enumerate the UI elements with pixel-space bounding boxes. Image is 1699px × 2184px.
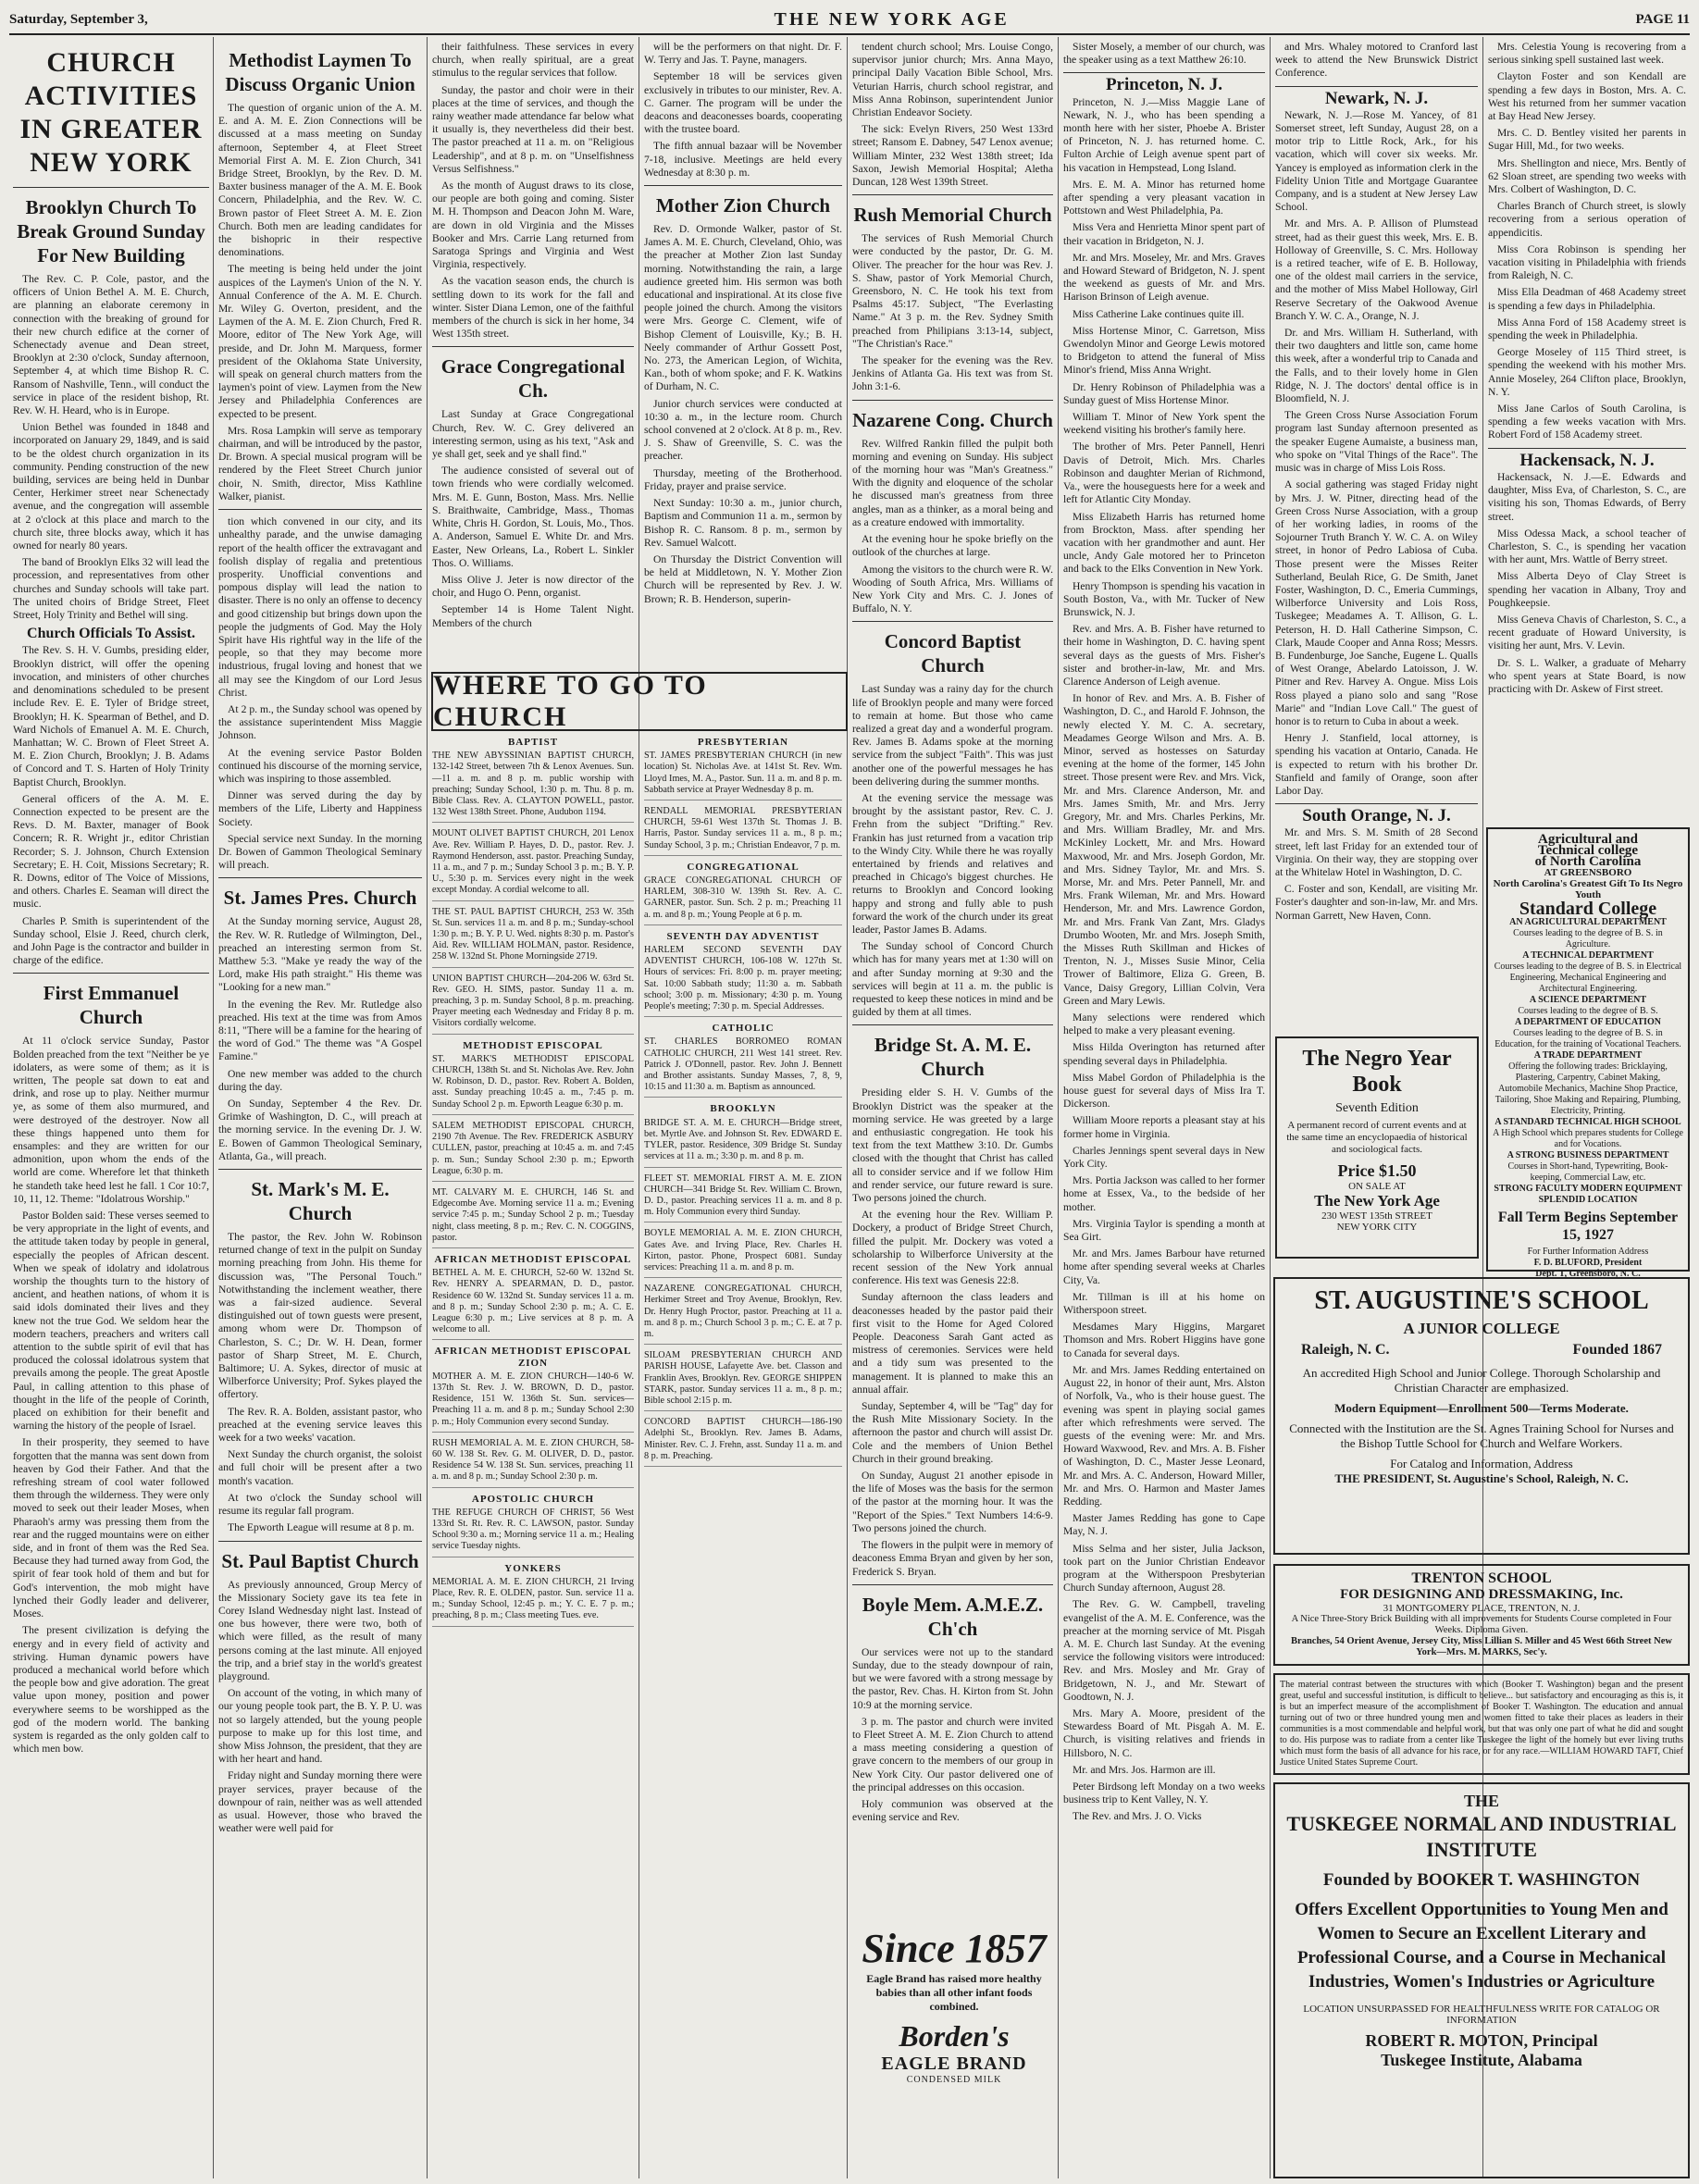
- ad-line: Founded by BOOKER T. WASHINGTON: [1322, 1870, 1641, 1890]
- directory-entry: ST. JAMES PRESBYTERIAN CHURCH (in new location) St. Nicholas Ave. at 141st St. Rev. Wm. Lloyd Imes, M. A., Pastor. Sun. 11 a. m. and 8 p. m. Sabbath service at Prayer Wednesday 8 p. m.: [644, 751, 842, 800]
- article-headline: Boyle Mem. A.M.E.Z. Ch'ch: [862, 1593, 1044, 1640]
- paragraph: The fifth annual bazaar will be November 7-18, inclusive. Meetings are held every Wednesday at 8:30 p. m.: [644, 140, 842, 179]
- ad-line: AN AGRICULTURAL DEPARTMENT: [1509, 917, 1667, 927]
- article-headline: Hackensack, N. J.: [1519, 450, 1655, 470]
- paragraph: George Moseley of 115 Third street, is spending the weekend with his mother Mrs. Annie Moseley, 264 Clifton place, Brooklyn, N. Y.: [1488, 346, 1686, 398]
- directory-denomination: PRESBYTERIAN: [697, 737, 789, 748]
- paragraph: Mrs. Celestia Young is recovering from a serious sinking spell sustained last week.: [1488, 41, 1686, 67]
- borden-ad: [851, 1925, 1057, 2178]
- quote-text: The material contrast between the structures with which (Booker T. Washington) began and the present great, useful and successful institution, is difficult to believe... but satisfactory and encouraging as this is, it is but an imperfect measure of the accomplishment of Booker T. Washington. The education and annual turning out of two or three hundred young men and women fitted to take their places as leaders in their communities is a most commendable and helpful work, but that was only one part of what he did and sought to do. His purpose was to radiate from a center like Tuskegee the light of the homely but ever living truths which must form the basis of all advance for his race, or for any race.—WILLIAM HOWARD TAFT, Chief Justice United States Supreme Court.: [1280, 1680, 1683, 1768]
- article-headline: South Orange, N. J.: [1302, 806, 1451, 826]
- directory-entry: HARLEM SECOND SEVENTH DAY ADVENTIST CHURCH, 106-108 W. 127th St. Hours of services: Fri. 8:00 p. m. prayer meeting; Sat. 10:00 Sabbath study; 11:30 a. m. Sabbath school; 3:00 p. m. Missionary; 4:30 p. m. Young People's meeting; 7:30 p. m. Special Addresses.: [644, 945, 842, 1017]
- directory-denomination: METHODIST EPISCOPAL: [463, 1039, 603, 1051]
- paragraph: Miss Jane Carlos of South Carolina, is spending a few weeks vacation with Mrs. Robert Ford of 158 Academy street.: [1488, 403, 1686, 441]
- paragraph: Dr. and Mrs. William H. Sutherland, with their two daughters and little son, came home this week, after a wonderful trip to Canada and the Falls, and to their lovely home in Glen Ridge, N. J. The doctors' dental office is in Bloomfield, N. J.: [1275, 327, 1478, 405]
- ad-line: A High School which prepares students for College and for Vocations.: [1493, 1128, 1683, 1149]
- ad-founded: Founded 1867: [1572, 1342, 1662, 1358]
- paragraph: 3 p. m. The pastor and church were invited to Fleet Street A. M. E. Zion Church to attend a mass meeting considering a question of grave concern to the members of our group in New York City. Our pastor delivered one of the principal addresses on this occasion.: [852, 1715, 1053, 1793]
- directory-entry: SALEM METHODIST EPISCOPAL CHURCH, 2190 7th Avenue. The Rev. FREDERICK ASBURY CULLEN, pastor, preaching at 10:45 a. m. and 7:45 p. m. Sun.; Sunday School 2:30 p. m.; Epworth League, 6:30 p. m.: [432, 1121, 634, 1182]
- paragraph: Presiding elder S. H. V. Gumbs of the Brooklyn District was the speaker at the morning service. He was greeted by a large and enthusiastic congregation. He took his text from the text Matthew 3:10. Dr. Gumbs closed with the thought that Christ has called all to consider service and if we follow Him and render service, our future reward is sure. Two persons joined the church.: [852, 1086, 1053, 1205]
- ad-line: THE PRESIDENT, St. Augustine's School, Raleigh, N. C.: [1334, 1471, 1629, 1485]
- paragraph: Miss Mabel Gordon of Philadelphia is the house guest for several days of Miss Ira T. Dickerson.: [1063, 1071, 1265, 1111]
- paragraph: The Rev. S. H. V. Gumbs, presiding elder, Brooklyn district, will offer the opening invocation, and ministers of other churches and denominations scheduled to be present include Rev. E. E. Tyler of Bridge street, Brooklyn; H. K. Spearman of Bethel, and D. Ward Nichols of Emanuel A. M. E. Church, Manhattan; W. C. Brown of Fleet Street A. M. E. Zion Church, Brooklyn; J. B. Adams of Concord and T. S. Harten of Holy Trinity Baptist Church, Brooklyn.: [13, 644, 209, 788]
- directory-denomination: CATHOLIC: [712, 1023, 775, 1035]
- paragraph: On account of the voting, in which many of our young people took part, the B. Y. P. U. was not so largely attended, but the young people purpose to make up for this lost time, and show Miss Johnson, the president, that they are with her heart and hand.: [218, 1687, 422, 1766]
- directory-entry: MT. CALVARY M. E. CHURCH, 146 St. and Edgecombe Ave. Morning service 11 a. m.; Evening service 7:45 p. m.; Sunday School 2 p. m.; Tuesday night, class meeting, 8 p. m.; Rev. C. N. COGGINS, pastor.: [432, 1187, 634, 1248]
- paragraph: Among the visitors to the church were R. W. Wooding of South Africa, Mrs. Williams of New York City and Mrs. C. J. Jones of Buffalo, N. Y.: [852, 563, 1053, 615]
- ad-edition: Seventh Edition: [1335, 1101, 1419, 1115]
- directory-denomination: BAPTIST: [507, 737, 559, 748]
- directory-entry: ST. CHARLES BORROMEO ROMAN CATHOLIC CHURCH, 211 West 141 street. Rev. Patrick J. O'Donnell, pastor. Rev. John J. Bennett and Brother assistants. Sunday Masses, 7, 8, 9, 10:15 and 11:30 a. m. Baptism as announced.: [644, 1036, 842, 1098]
- directory-entry: NAZARENE CONGREGATIONAL CHURCH, Herkimer Street and Troy Avenue, Brooklyn, Rev. Dr. Henry Hugh Proctor, pastor. Preaching at 11 a. m. and 8 p. m.; Church School 3 p. m.; C. E. at 7 p. m.: [644, 1284, 842, 1345]
- paragraph: Friday night and Sunday morning there were prayer services, prayer because of the downpour of rain, neither was as well attended as usual. However, those who braved the weather were well paid for: [218, 1769, 422, 1835]
- article-headline: Concord Baptist Church: [884, 630, 1022, 677]
- paragraph: tendent church school; Mrs. Louise Congo, supervisor junior church; Mrs. Anna Mayo, principal Daily Vacation Bible School, Mrs. Veturian Harris, church school registrar, and Miss Anna Robinson, superintendent Junior Christian Endeavor Society.: [852, 41, 1053, 119]
- directory-entry: THE ST. PAUL BAPTIST CHURCH, 253 W. 35th St. Sun. services 11 a. m. and 8 p. m.; Sunday-school 1:30 p. m.; B. Y. P. U. Wed. nights 8:30 p. m. Pastor's Aid. Rev. WILLIAM HOLMAN, pastor. Residence, 258 W. 132nd St. Phone Morningside 2719.: [432, 907, 634, 968]
- paragraph: Miss Selma and her sister, Julia Jackson, took part on the Junior Christian Endeavor program at the Witherspoon Presbyterian Church Sunday afternoon, August 28.: [1063, 1542, 1265, 1595]
- ad-line: An accredited High School and Junior College. Thorough Scholarship and Christian Character are emphasized.: [1302, 1366, 1661, 1395]
- paragraph: At the Sunday morning service, August 28, the Rev. W. R. Rutledge of Wilmington, Del., preached an interesting sermon from St. Matthew 5:3. "Make ye ready the way of the Lord, make His path straight." His theme was "Looking for a new man.": [218, 915, 422, 994]
- paragraph: The flowers in the pulpit were in memory of deaconess Emma Bryan and given by her son, Frederick S. Bryan.: [852, 1539, 1053, 1578]
- ad-line: For Further Information Address: [1527, 1247, 1649, 1257]
- article-headline: Bridge St. A. M. E. Church: [874, 1034, 1032, 1081]
- ad-location: Raleigh, N. C.: [1301, 1342, 1390, 1358]
- borden-brand: EAGLE BRAND: [881, 2054, 1027, 2074]
- ad-line: A TECHNICAL DEPARTMENT: [1522, 950, 1654, 961]
- ad-line: Modern Equipment—Enrollment 500—Terms Moderate.: [1334, 1401, 1629, 1415]
- ad-line: THE: [1463, 1792, 1499, 1810]
- ad-line: Courses in Short-hand, Typewriting, Book-keeping, Commercial Law, etc.: [1507, 1161, 1668, 1183]
- ad-city: NEW YORK CITY: [1336, 1222, 1418, 1233]
- borden-sub: CONDENSED MILK: [906, 2075, 1002, 2085]
- paragraph: C. Foster and son, Kendall, are visiting Mr. Foster's daughter and son-in-law, Mr. and Mrs. Norman Garrett, New Haven, Conn.: [1275, 883, 1478, 922]
- paragraph: Miss Cora Robinson is spending her vacation visiting in Philadelphia with friends from Raleigh, N. C.: [1488, 242, 1686, 282]
- paragraph: Miss Olive J. Jeter is now director of the choir, and Hugo O. Penn, organist.: [432, 573, 634, 600]
- paragraph: Mr. and Mrs. James Barbour have returned home after spending several weeks at Charles City, Va.: [1063, 1247, 1265, 1286]
- paragraph: Rev. D. Ormonde Walker, pastor of St. James A. M. E. Church, Cleveland, Ohio, was the preacher at Mother Zion last Sunday morning. Notwithstanding the rain, a large audience greeted him. His sermon was both educational and inspirational. At its close five people joined the church. Among the visitors were Mrs. George C. Clement, wife of Bishop Clement of Louisville, Ky.; B. H. Neely commander of Arthur Gossett Post, No. 273, the American Legion, of Wichita, Kan., both of whom spoke; and F. K. Watkins of Durham, N. C.: [644, 223, 842, 393]
- paragraph: The band of Brooklyn Elks 32 will lead the procession, and representatives from other churches and Sunday schools will take part. The united choirs of Bridge Street, Fleet Street, Holy Trinity and Bethel will sing.: [13, 556, 209, 622]
- paragraph: Hackensack, N. J.—E. Edwards and daughter, Miss Eva, of Charleston, S. C., are visiting his son, Thomas Edwards, of Berry street.: [1488, 470, 1686, 523]
- column-3: [428, 41, 638, 668]
- directory-entry: SILOAM PRESBYTERIAN CHURCH AND PARISH HOUSE, Lafayette Ave. bet. Classon and Franklin Aves, Brooklyn. Rev. GEORGE SHIPPEN STARK, pastor. Sunday services 11 a. m., 8 p. m.; Bible school 2:15 p. m.: [644, 1350, 842, 1411]
- paragraph: Miss Geneva Chavis of Charleston, S. C., a recent graduate of Howard University, is visiting her aunt, Mrs. V. Levin.: [1488, 613, 1686, 652]
- paragraph: In their prosperity, they seemed to have forgotten that the manna was sent down from heaven by God their Father. And that the refreshing stream of cool water followed them through the wilderness. They were only moved to seek out their leader Moses, when Pharaoh's army was pressing them from the rear and the rugged mountains were on either side, and in front of them was the Red Sea. Because they had turned away from God, the spirit of fear took hold of them and but for God's intervention, the mob might have lynched their Godly leader and deliverer, Moses.: [13, 1436, 209, 1620]
- ad-line: Courses leading to the degree of B. S. in Agriculture.: [1513, 928, 1663, 949]
- ad-line: Courses leading to the degree of B. S. in Education, for the training of Vocational Teachers.: [1494, 1028, 1681, 1049]
- directory-denomination: AFRICAN METHODIST EPISCOPAL ZION: [434, 1346, 632, 1369]
- paragraph: Sunday afternoon the class leaders and deaconesses headed by the pastor paid their first visit to the Home for Aged Colored People. Deaconess Sarah Gant acted as mistress of ceremonies. Services were held and a tidy sum was presented to the management. It is planned to make this an annual affair.: [852, 1291, 1053, 1396]
- ad-line: Branches, 54 Orient Avenue, Jersey City, Miss Lillian S. Miller and 45 West 66th Street New York—Mrs. M. MARKS, Sec'y.: [1291, 1636, 1672, 1657]
- paragraph: Thursday, meeting of the Brotherhood. Friday, prayer and praise service.: [644, 466, 842, 492]
- paragraph: The Rev. R. A. Bolden, assistant pastor, who preached at the evening service leaves this week for a two weeks' vacation.: [218, 1405, 422, 1445]
- paragraph: Sunday, the pastor and choir were in their places at the time of services, and though the rainy weather made attendance far below what it usually is, they nevertheless did their best. The pastor preached at 11 a. m. on "Religious Leadership", and at 8 p. m. on "Unselfishness Versus Selfishness.": [432, 83, 634, 175]
- ad-line: A STRONG BUSINESS DEPARTMENT: [1507, 1150, 1669, 1160]
- ad-line: A DEPARTMENT OF EDUCATION: [1515, 1017, 1661, 1027]
- article-headline: Princeton, N. J.: [1105, 75, 1223, 95]
- article-headline: Grace Congregational Ch.: [440, 355, 626, 403]
- ad-line: STRONG FACULTY MODERN EQUIPMENT SPLENDID LOCATION: [1494, 1184, 1682, 1205]
- paragraph: The brother of Mrs. Peter Pannell, Henri Davis of Detroit, Mich. Mrs. Charles Robinson and daughter Merian of Richmond, Va., were the houseguests here for a week and left for Atlantic City Monday.: [1063, 441, 1265, 506]
- paragraph: The Sunday school of Concord Church which has for many years met at 1:30 will on and after Sunday morning at 9:30 and the services will begin at 11 a. m. the public is requested to keep these notices in mind and be guided by them at all times.: [852, 940, 1053, 1019]
- paragraph: Sunday, September 4, will be "Tag" day for the Rush Mite Missionary Society. In the afternoon the pastor and church will assist Dr. Cole and the members of Union Bethel Church in their ground breaking.: [852, 1400, 1053, 1465]
- paragraph: Mrs. E. M. A. Minor has returned home after spending a very pleasant vacation in Pottstown and West Philadelphia, Pa.: [1063, 178, 1265, 217]
- paragraph: Next Sunday: 10:30 a. m., junior church, Baptism and Communion 11 a. m., sermon by Bishop R. C. Ransom. 8 p. m., sermon by Rev. Samuel Walcott.: [644, 497, 842, 549]
- paragraph: Union Bethel was founded in 1848 and incorporated on January 29, 1849, and is said to be the oldest church organization in its community. Pending construction of the new building, services are being held in Dunbar Center, Herkimer street near Schenectady avenue, and the congregation will assemble at 2 o'clock at this place and march to the church site, three blocks away, which it has owned for nearly 80 years.: [13, 421, 209, 552]
- ad-title: The Negro Year Book: [1302, 1047, 1452, 1097]
- directory-entry: BOYLE MEMORIAL A. M. E. ZION CHURCH, Gates Ave. and Irving Place, Rev. Charles H. Kirton, pastor. Phone, Prospect 6081. Sunday services: Preaching 11 a. m. and 8 p. m.: [644, 1228, 842, 1278]
- directory-entry: FLEET ST. MEMORIAL FIRST A. M. E. ZION CHURCH—341 Bridge St. Rev. William C. Brown, D. D., pastor. Preaching services 11 a. m. and 8 p. m. Holy Communion every third Sunday.: [644, 1173, 842, 1223]
- paragraph: will be the performers on that night. Dr. F. W. Terry and Jas. T. Payne, managers.: [644, 41, 842, 67]
- taft-quote: [1273, 1673, 1690, 1775]
- directory-entry: UNION BAPTIST CHURCH—204-206 W. 63rd St. Rev. GEO. H. SIMS, pastor. Sunday 11 a. m. preaching, 3 p. m. Sunday School, 8 p. m. preaching. Prayer meeting each Wednesday and Friday 8 p. m. Visitors cordially welcome.: [432, 974, 634, 1035]
- paragraph: The Green Cross Nurse Association Forum program last Sunday afternoon presented as the speaker Eugene Aumaiste, a business man, who spoke on "Vital Things of the Race". The music was in charge of Miss Lois Ross.: [1275, 409, 1478, 475]
- paragraph: Newark, N. J.—Rose M. Yancey, of 81 Somerset street, left Sunday, August 28, on a motor trip to Little Rock, Ark., for his vacation, which will cover six weeks. Mr. Yancey is employed as information clerk in the Fidelity Union Title and Mortgage Guarantee Company, and is a student at New Jersey Law School.: [1275, 108, 1478, 214]
- paragraph: The audience consisted of several out of town friends who were cordially welcomed. Mrs. M. E. Gunn, Boston, Mass. Mrs. Nellie S. Braithwaite, Cambridge, Mass., Thomas White, Chris H. Gordon, St. Louis, Mo., Thos. A. Anderson, Samuel E. White Dr. and Mrs. Easter, New Orleans, La., Robert L. Sinkler Thos. O. Williams.: [432, 465, 634, 569]
- paragraph: Mrs. Mary A. Moore, president of the Stewardess Board of Mt. Pisgah A. M. E. Church, is visiting relatives and friends in Hillsboro, N. C.: [1063, 1706, 1265, 1759]
- ad-line: A Nice Three-Story Brick Building with all improvements for Students Course completed in Four Weeks. Diploma Given.: [1291, 1614, 1672, 1635]
- trenton-school-ad: [1273, 1564, 1690, 1666]
- article-headline: Nazarene Cong. Church: [852, 408, 1053, 431]
- paragraph: Charles P. Smith is superintendent of the Sunday school, Elsie J. Reed, church clerk, and John Page is the contractor and builder in charge of the edifice.: [13, 914, 209, 967]
- paragraph: Henry Thompson is spending his vacation in South Boston, Va., with Mr. Tucker of New Brunswick, N. J.: [1063, 579, 1265, 618]
- ad-seller: The New York Age: [1314, 1192, 1440, 1210]
- paragraph: On Sunday, August 21 another episode in the life of Moses was the basis for the sermon of the pastor at the morning hour. It was the "Report of the Spies." Text Numbers 14:6-9. Two persons joined the church.: [852, 1470, 1053, 1534]
- borden-since: Since 1857: [862, 1926, 1047, 1971]
- paragraph: On Sunday, September 4 the Rev. Dr. Grimke of Washington, D. C., will preach at the morning service. In the evening Dr. J. W. E. Bowen of Gammon Theological Seminary, Atlanta, Ga., will preach.: [218, 1098, 422, 1162]
- paragraph: At the evening hour he spoke briefly on the outlook of the churches at large.: [852, 533, 1053, 559]
- paragraph: Junior church services were conducted at 10:30 a. m., in the lecture room. Church school convened at 2 o'clock. At 8 p. m., Rev. J. S. Shaw of Greenville, S. C. was the preacher.: [644, 397, 842, 463]
- column-rule: [427, 37, 428, 2178]
- directory-title: WHERE TO GO TO CHURCH: [433, 670, 708, 732]
- subhead: Church Officials To Assist.: [27, 626, 195, 642]
- ad-line: F. D. BLUFORD, President: [1533, 1258, 1643, 1268]
- paragraph: Mesdames Mary Higgins, Margaret Thomson and Mrs. Robert Higgins have gone to Canada for several days.: [1063, 1321, 1265, 1359]
- paragraph: tion which convened in our city, and its unhealthy parade, and the unwise damaging report of the health officer the extravagant and foolish display of regalia and pretentious prosperity. Unofficial conventions and pompous display will lead the nation to disaster. There is no only an offense to decency and good citizenship but brings down upon the people the judgments of God. May the Holy Spirit have His rightful way in the life of the people, so that they may become more industrious, frugal loving and honest that we all may see the Kingdom of our Lord Jesus Christ.: [218, 515, 422, 699]
- ad-title: TUSKEGEE NORMAL AND INDUSTRIAL INSTITUTE: [1286, 1812, 1677, 1861]
- directory-denomination: AFRICAN METHODIST EPISCOPAL: [434, 1253, 632, 1265]
- paragraph: Peter Birdsong left Monday on a two weeks business trip to Kent Valley, N. Y.: [1063, 1780, 1265, 1806]
- paragraph: Princeton, N. J.—Miss Maggie Lane of Newark, N. J., who has been spending a month here with her sister, Phoebe A. Brister of Princeton, N. J. has returned home. C. Fulton Archie of Leigh avenue spent part of his vacation in Hempstead, Long Island.: [1063, 95, 1265, 174]
- ad-line: ROBERT R. MOTON, Principal: [1365, 2031, 1598, 2050]
- directory-denomination: CONGREGATIONAL: [687, 861, 800, 873]
- ad-title: ST. AUGUSTINE'S SCHOOL: [1314, 1286, 1649, 1315]
- ad-line: Agricultural and: [1538, 832, 1638, 847]
- paragraph: The sick: Evelyn Rivers, 250 West 133rd street; Ransom E. Dabney, 547 Lenox avenue; William Minter, 232 West 138th street; Ida Saxon, Jewish Memorial Hospital; Aletha Duncan, 128 West 139th Street.: [852, 123, 1053, 189]
- article-headline: First Emmanuel Church: [43, 982, 180, 1029]
- paragraph: General officers of the A. M. E. Connection expected to be present are the Revs. D. M. Baxter, manager of Book Concern; R. R. Wright jr., editor Christian Recorder; S. J. Johnson, Church Extension Secretary; E. H. Coit, Missions Secretary; R. R. Downs, editor of The Voice of Missions, and others. Charles E. Seaman will direct the music.: [13, 792, 209, 911]
- borden-tagline: Eagle Brand has raised more healthy babies than all other infant foods combined.: [866, 1972, 1042, 2013]
- paragraph: Miss Hilda Overington has returned after spending several days in Philadelphia.: [1063, 1041, 1265, 1067]
- paragraph: Clayton Foster and son Kendall are spending a few days in Boston, Mrs. A. C. West his returned from her summer vacation at Bay Head New Jersey.: [1488, 70, 1686, 123]
- directory-entry: RUSH MEMORIAL A. M. E. ZION CHURCH, 58-60 W. 138 St. Rev. G. M. OLIVER, D. D., pastor. Residence 54 W. 138 St. Sun. services, preaching 11 a. m. and 8 p. m.; Sunday School 2:30 p. m.: [432, 1438, 634, 1488]
- paragraph: September 14 is Home Talent Night. Members of the church: [432, 603, 634, 629]
- paragraph: At the evening service Pastor Bolden continued his discourse of the morning service, which was inspiring to those assembled.: [218, 746, 422, 785]
- paragraph: Pastor Bolden said: These verses seemed to be very appropriate in the light of events, and the attitude taken today by people in general, especially the peoples of African descent. When we speak of idolatry and idolatrous worship the thoughts turn to the history of ancient, and heathen nations, of whom it is said idols dominated their lives and they knew not the true God. We seldom hear the modern teachers, preachers and writers call attention to the subtle spirit of evil that has produced the colossal idolatrous system that prevails among the people. The great Apostle Paul, in calling attention to this phase of thought in the life of the people of Corinth, placed on exhibition for their benefit and warning the history of the people of Israel.: [13, 1210, 209, 1433]
- paragraph: A social gathering was staged Friday night by Mrs. J. W. Pitner, directing head of the Green Cross Nurse Association, with a group of her working ladies, in rooms of the Sojourner Truth Branch Y. W. C. A. on Wiley street, in honor of Pedro Labiosa of Cuba. Those present were the Misses Reiter Sutherland, Beulah Rice, G. De Smith, Janet Foster, Washington, D. C., Emeria Cummings, Wilberforce University and Lois Ross, Tuskegee; Meadames A. T. Allison, G. L. Peterson, H. D. Hall Catherine Simpson, C. Clark, Maude Cooper and Anna Ross; Messrs. B. Fundenburge, Joe Sanche, Eugene L. Qualls of West Orange, Abelardo Latoisson, J. W. Pitner and Rev. Harvey A. Ongue. Miss Lois Ross played a piano solo and sang "Rose Marie" and "Indian Love Call." The guest of honor is to return to Cuba in about a week.: [1275, 478, 1478, 727]
- masthead: [9, 6, 1690, 35]
- borden-name: Borden's: [899, 2019, 1010, 2053]
- ad-line: Fall Term Begins September 15, 1927: [1497, 1210, 1679, 1243]
- article-headline: Methodist Laymen To Discuss Organic Union: [225, 49, 415, 95]
- paragraph: Mrs. Shellington and niece, Mrs. Bently of 62 Sloan street, are spending two weeks with Mrs. Colbert of Washington, D. C.: [1488, 156, 1686, 196]
- paragraph: The speaker for the evening was the Rev. Jenkins of Atlanta Ga. His text was from St. John 3:1-6.: [852, 354, 1053, 393]
- ad-title: TRENTON SCHOOL: [1411, 1570, 1552, 1586]
- ad-line: A STANDARD TECHNICAL HIGH SCHOOL: [1494, 1117, 1681, 1127]
- church-directory-right: [640, 733, 846, 2178]
- ad-line: For Catalog and Information, Address: [1390, 1457, 1573, 1470]
- st-augustines-ad: [1273, 1277, 1690, 1555]
- masthead-date: Saturday, September 3,: [9, 11, 148, 27]
- directory-entry: CONCORD BAPTIST CHURCH—186-190 Adelphi St., Brooklyn. Rev. James B. Adams, Minister. Rev. C. J. Frehn, asst. Sunday 11 a. m. and 8 p. m. Preaching.: [644, 1417, 842, 1467]
- article-headline: Newark, N. J.: [1324, 88, 1429, 108]
- ad-line: A JUNIOR COLLEGE: [1403, 1320, 1560, 1337]
- ad-line: A SCIENCE DEPARTMENT: [1529, 995, 1647, 1005]
- paragraph: Charles Jennings spent several days in New York City.: [1063, 1144, 1265, 1171]
- paragraph: The services of Rush Memorial Church were conducted by the pastor, Dr. G. M. Oliver. The preacher for the hour was Rev. J. S. Shaw, pastor of York Memorial Church, Greensboro, N. C. He took his text from Psalms 45:17. Subject, "The Everlasting Name." At 3 p. m. the Rev. Sydney Smith preached from Philipians 3:13-14, subject, "The Christian's Race.": [852, 232, 1053, 350]
- column-rule: [213, 37, 214, 2178]
- paragraph: Miss Alberta Deyo of Clay Street is spending her vacation in Albany, Troy and Poughkeepsie.: [1488, 570, 1686, 609]
- ad-line: of North Carolina: [1534, 854, 1642, 869]
- column-8: [1484, 41, 1690, 818]
- directory-denomination: YONKERS: [504, 1562, 562, 1574]
- paragraph: In the evening the Rev. Mr. Rutledge also preached. His text at the time was from Amos 8:11, "There will be a famine for the hearing of the word of God." The theme was "A Gospel Famine.": [218, 998, 422, 1063]
- paragraph: On Thursday the District Convention will be held at Middletown, N. Y. Mother Zion Church will be represented by Rev. J. W. Brown; R. B. Henderson, superin-: [644, 552, 842, 605]
- column-rule: [847, 37, 848, 2178]
- paragraph: Mr. Tillman is ill at his home on Witherspoon street.: [1063, 1290, 1265, 1317]
- ad-address: 230 WEST 135th STREET: [1321, 1210, 1432, 1222]
- paragraph: Dinner was served during the day by members of the Life, Liberty and Happiness Society.: [218, 789, 422, 828]
- paragraph: Miss Catherine Lake continues quite ill.: [1073, 307, 1245, 320]
- paragraph: The question of organic union of the A. M. E. and A. M. E. Zion Connections will be discussed at a mass meeting on Sunday afternoon, September 4, at Fleet Street Memorial First A. M. E. Zion Church, 341 Bridge Street, Brooklyn, by the Rev. D. M. Baxter business manager of the A. M. E. Book Concern, Philadelphia, and the Rev. W. C. Brown pastor of Fleet Street A. M. E. Zion Church. Both men are leading candidates for the bishopric in their respective denominations.: [218, 102, 422, 259]
- article-headline: Brooklyn Church To Break Ground Sunday For New Building: [17, 196, 205, 267]
- paragraph: William Moore reports a pleasant stay at his former home in Virginia.: [1063, 1114, 1265, 1140]
- paragraph: At the evening service the message was brought by the assistant pastor, Rev. C. J. Frehn from the subject "Drifting." Rev. Frankin has just returned from a vacation trip to the Windy City. While there he was royally entertained by friends and relatives and preached in Chicago's biggest churches. He returns to Brooklyn and Concord looking happy and strong and fully able to push forward the work of the church under its great leader, Pastor James B. Adams.: [852, 791, 1053, 936]
- column-rule: [1270, 37, 1271, 2178]
- directory-entry: BRIDGE ST. A. M. E. CHURCH—Bridge street, bet. Myrtle Ave. and Johnson St. Rev. EDWARD E. TYLER, pastor. Residence, 309 Bridge St. Sunday services at 11 a. m.; 3:30 p. m. and 8 p. m.: [644, 1118, 842, 1168]
- paragraph: The Rev. C. P. Cole, pastor, and the officers of Union Bethel A. M. E. Church, are planning an elaborate ceremony in connection with the breaking of ground for their new church edifice at the corner of Schenectady avenue and Dean street, Brooklyn at 2:30 o'clock, Sunday afternoon, September 4, at which time Bishop R. C. Ransom of Nashville, Tenn., will conduct the service in place of the resident bishop, Rt. Rev. W. H. Heard, who is in Europe.: [13, 273, 209, 417]
- church-directory-left: [428, 733, 638, 2178]
- paragraph: Miss Odessa Mack, a school teacher of Charleston, S. C., is spending her vacation with her aunt, Mrs. Wattle of Berry street.: [1488, 527, 1686, 566]
- ad-line: 31 MONTGOMERY PLACE, TRENTON, N. J.: [1383, 1603, 1581, 1614]
- paragraph: The pastor, the Rev. John W. Robinson returned change of text in the pulpit on Sunday morning preaching from John. His theme for discussion was, "The Personal Touch." Notwithstanding the inclement weather, there was a fair-sized audience. Several distinguished out of town guests were present, among whom were Dr. Thompson of Charleston, S. C.; Dr. W. H. Dean, former pastor of Sharp Street, M. E. Church, Baltimore; U. A. Sykes, director of music at Wilberforce University; Prof. Sykes played the offertory.: [218, 1231, 422, 1401]
- paragraph: William T. Minor of New York spent the weekend visiting his brother's family here.: [1063, 411, 1265, 437]
- paragraph: Holy communion was observed at the evening service and Rev.: [852, 1797, 1053, 1824]
- paragraph: Mr. and Mrs. Jos. Harmon are ill.: [1073, 1763, 1216, 1776]
- article-headline: St. Mark's M. E. Church: [251, 1178, 390, 1225]
- paragraph: their faithfulness. These services in every church, when really spiritual, are a great stimulus to the regular services that follow.: [432, 41, 634, 80]
- paragraph: Miss Ella Deadman of 468 Academy street is spending a few days in Philadelphia.: [1488, 286, 1686, 312]
- paragraph: Henry J. Stanfield, local attorney, is spending his vacation at Ontario, Canada. He is expected to return with his brother Dr. Stanfield and family of Orange, soon after Labor Day.: [1275, 732, 1478, 797]
- column-4: [640, 41, 846, 668]
- paragraph: The meeting is being held under the joint auspices of the Laymen's Union of the N. Y. Annual Conference of the A. M. E. Church. Mr. Wiley G. Overton, president, and the Laymen of the A. M. E. Zion Church, Fred R. Moore, editor of The New York Age, will preside, and Dr. John M. Marquess, former president of the Oklahoma State University, will speak on general church matters from the laymen's point of view. Laymen from the New Jersey and Philadelphia Conferences are expected to be present.: [218, 263, 422, 420]
- paragraph: The Epworth League will resume at 8 p. m.: [228, 1521, 415, 1534]
- directory-entry: RENDALL MEMORIAL PRESBYTERIAN CHURCH, 59-61 West 137th St. Thomas J. B. Harris, Pastor. Sunday services 11 a. m., 8 p. m.; Sunday School, 3 p. m.; Christian Endeavor, 7 p. m.: [644, 806, 842, 856]
- directory-entry: MOTHER A. M. E. ZION CHURCH—140-6 W. 137th St. Rev. J. W. BROWN, D. D., pastor. Residence, 151 W. 136th St. Sun. services—Preaching 11 a. m. and 8 p. m.; Sunday School 2:30 p. m.; Holy Communion every second Sunday.: [432, 1371, 634, 1433]
- ad-line: North Carolina's Greatest Gift To Its Negro Youth: [1493, 878, 1683, 900]
- paragraph: Our services were not up to the standard Sunday, due to the steady downpour of rain, but we were favored with a strong message by the pastor, Rev. Chas. H. Kirton from St. John 10:9 at the morning service.: [852, 1645, 1053, 1711]
- directory-denomination: SEVENTH DAY ADVENTIST: [666, 930, 820, 942]
- paragraph: Rev. and Mrs. A. B. Fisher have returned to their home in Washington, D. C. having spent several days as the guests of Mrs. Fisher's sister and brother-in-law, Mr. and Mrs. Clarence Anderson of Leigh avenue.: [1063, 623, 1265, 688]
- paragraph: Miss Vera and Henrietta Minor spent part of their vacation in Bridgeton, N. J.: [1063, 221, 1265, 247]
- paragraph: The Rev. and Mrs. J. O. Vicks: [1073, 1810, 1202, 1823]
- directory-entry: MOUNT OLIVET BAPTIST CHURCH, 201 Lenox Ave. Rev. William P. Hayes, D. D., pastor. Rev. J. Raymond Henderson, asst. pastor. Preaching Sunday, 11 a. m., and 7 p. m.; Sunday School 3 p. m.; B. Y. P. U., 5:30 p. m. Services every night in the week except Monday. A cordial welcome to all.: [432, 828, 634, 900]
- paragraph: Master James Redding has gone to Cape May, N. J.: [1063, 1512, 1265, 1538]
- paragraph: Mrs. C. D. Bentley visited her parents in Sugar Hill, Md., for two weeks.: [1488, 127, 1686, 153]
- paragraph: Special service next Sunday. In the morning Dr. Bowen of Gammon Theological Seminary will preach.: [218, 832, 422, 872]
- paragraph: At 11 o'clock service Sunday, Pastor Bolden preached from the text "Neither be ye idolaters, as were some of them; as it is written, The people sat down to eat and drink, and rose up to play. Neither murmur ye, as some of them also murmured, and were destroyed of the destroyer. Now all these things happened unto them for ensamples: and they are written for our admonition, upon whom the ends of the world are come. Wherefore let that thinketh he standeth take heed lest he fall. 1 Cor 10:7, 10, 11, 12. Theme: "Idolatrous Worship.": [13, 1035, 209, 1205]
- paragraph: Dr. S. L. Walker, a graduate of Meharry who spent years at State Board, is now practicing with Dr. Askew of First street.: [1488, 656, 1686, 695]
- paragraph: Next Sunday the church organist, the soloist and full choir will be present after a two month's vacation.: [218, 1448, 422, 1487]
- masthead-page: PAGE 11: [1635, 11, 1690, 27]
- ad-line: Courses leading to the degree of B. S. in Electrical Engineering, Mechanical Engineering and Architectural Engineering.: [1494, 962, 1682, 994]
- negro-year-book-ad: [1275, 1036, 1479, 1259]
- article-headline: St. James Pres. Church: [223, 887, 417, 910]
- directory-entry: GRACE CONGREGATIONAL CHURCH OF HARLEM, 308-310 W. 139th St. Rev. A. C. GARNER, pastor. Sun. Sch. 2 p. m.; Preaching 11 a. m. and 8 p. m.; Young People at 6 p. m.: [644, 875, 842, 925]
- paragraph: Last Sunday at Grace Congregational Church, Rev. W. C. Grey delivered an interesting sermon, using as his text, "Ask and ye shall get, seek and ye shall find.": [432, 408, 634, 461]
- ad-line: Dept. T, Greensboro, N. C.: [1535, 1269, 1641, 1279]
- paragraph: Dr. Henry Robinson of Philadelphia was a Sunday guest of Miss Hortense Minor.: [1063, 380, 1265, 406]
- page-banner: CHURCH ACTIVITIES IN GREATER NEW YORK: [19, 47, 203, 178]
- paragraph: Mr. and Mrs. A. P. Allison of Plumstead street, had as their guest this week, Mrs. E. B. Holloway of Greenville, S. C. Mrs. Holloway is a retired teacher, wife of E. B. Holloway, one of the oldest mail carriers in the service, and the mother of Miss Mabel Holloway, Girl Reserve Secretary of the Oakwood Avenue Branch Y. W. C. A., Orange, N. J.: [1275, 217, 1478, 322]
- ad-line: AT GREENSBORO: [1544, 867, 1632, 878]
- paragraph: As the month of August draws to its close, our people are both going and coming. Sister M. H. Thompson and Deacon John M. Ware, are down in old Virginia and the Misses Booker and Mrs. Carrie Lang returned from Saratoga Springs and Virginia and West Virginia, respectively.: [432, 180, 634, 271]
- column-5: [849, 41, 1057, 1919]
- paragraph: The Rev. G. W. Campbell, traveling evangelist of the A. M. E. Conference, was the preacher at the morning service of Mt. Pisgah A. M. E. Church last Sunday. At the evening service the following visitors were introduced: Rev. and Mrs. Mosley and Mr. Gray of Bridgetown, N. J., and Mr. Stewart of Goodtown, N. J.: [1063, 1598, 1265, 1703]
- paragraph: Mr. and Mrs. James Redding entertained on August 22, in honor of their aunt, Mrs. Alston of Norfolk, Va., who is their house guest. The evening was spent in playing social games after which refreshments were served. The guests of the evening were: Mr. and Mrs. Howard Waxwood, Rev. and Mrs. A. B. Fisher of Washington, D. C., Master Jesse Leonard, Mr. and Mrs. A. C. Anderson, Howard Miller, Mr. and Mrs. O. Harmon and Master James Redding.: [1063, 1363, 1265, 1508]
- paragraph: Mrs. Rosa Lampkin will serve as temporary chairman, and will be introduced by the pastor, Dr. Brown. A special musical program will be rendered by the Fleet Street Church junior choir, N. Smith, director, Miss Kathline Walker, pianist.: [218, 424, 422, 503]
- paragraph: At the evening hour the Rev. William P. Dockery, a product of Bridge Street Church, filled the pulpit. Mr. Dockery was voted a scholarship to Wilberforce University at the recent session of the New York annual conference. His text was Genesis 22:8.: [852, 1209, 1053, 1287]
- ad-line: Offering the following trades: Bricklaying, Plastering, Carpentry, Cabinet Making, Automobile Mechanics, Machine Shop Practice, Tailoring, Shoe Making and Repairing, Plumbing, Electricity, Printing.: [1494, 1061, 1681, 1116]
- masthead-title: THE NEW YORK AGE: [774, 8, 1010, 30]
- directory-entry: THE NEW ABYSSINIAN BAPTIST CHURCH, 132-142 Street, between 7th & Lenox Avenues. Sun.—11 a. m. and 8 p. m. public worship with preaching; Sunday School, 1:30 p. m. Thu. 8 p. m. Bible Class. Rev. A. CLAYTON POWELL, pastor. 132 West 138th Street. Phone, Audubon 1194.: [432, 751, 634, 823]
- paragraph: Miss Elizabeth Harris has returned home from Brockton, Mass. after spending her vacation with her grandmother and aunt. Her uncle, Andy Gale motored her to Princeton and back to the Elks Convention in New York.: [1063, 510, 1265, 576]
- ad-line: A TRADE DEPARTMENT: [1533, 1050, 1643, 1061]
- paragraph: Miss Anna Ford of 158 Academy street is spending the week in Philadelphia.: [1488, 316, 1686, 342]
- directory-entry: THE REFUGE CHURCH OF CHRIST, 56 West 133rd St. Rt. Rev. R. C. LAWSON, pastor. Sunday School 9:30 a. m.; Morning service 11 a. m.; Healing service Tuesday nights.: [432, 1508, 634, 1557]
- ad-line: Technical college: [1537, 843, 1639, 858]
- paragraph: Mr. and Mrs. S. M. Smith of 28 Second street, left last Friday for an extended tour of Virginia. On their way, they are stopping over at the Whitelaw Hotel in Washington, D. C.: [1275, 826, 1478, 878]
- paragraph: As previously announced, Group Mercy of the Missionary Society gave its tea fete in Corey Island Wednesday night last. Instead of one bus however, there were two, both of which were filled, as the result of many persons coming at the last minute. All enjoyed the trip, and a brief stay in the world's greatest playground.: [218, 1578, 422, 1682]
- directory-denomination: APOSTOLIC CHURCH: [471, 1493, 595, 1505]
- ad-line: Courses leading to the degree of B. S.: [1518, 1006, 1658, 1016]
- column-7: [1271, 41, 1482, 1031]
- paragraph: The present civilization is defying the energy and in every field of activity and striving. Human dynamic powers have produced a mechanical world before which the people bow and give adoration. The great value upon money, position and power everywhere seems to be worshipped as the god of the modern world. The banking system is regarded as the only golden calf to which men bow.: [13, 1624, 209, 1756]
- paragraph: and Mrs. Whaley motored to Cranford last week to attend the New Brunswick District Conference.: [1275, 41, 1478, 80]
- ad-price: Price $1.50: [1337, 1161, 1417, 1180]
- column-2: [215, 41, 426, 2178]
- article-headline: St. Paul Baptist Church: [221, 1549, 419, 1572]
- paragraph: At two o'clock the Sunday school will resume its regular fall program.: [218, 1491, 422, 1518]
- paragraph: Last Sunday was a rainy day for the church life of Brooklyn people and many were forced to remain at home. But those who came realized a great day and a wonderful program. Rev. James B. Adams spoke at the morning service from the subject "Faith". This was just another one of the powerful messages he has been delivering during the summer months.: [852, 683, 1053, 788]
- ad-line: LOCATION UNSURPASSED FOR HEALTHFULNESS WRITE FOR CATALOG OR INFORMATION: [1303, 2004, 1660, 2026]
- paragraph: September 18 will be services given exclusively in tributes to our minister, Rev. A. C. Garner. The program will be under the deacons and deaconesses boards, cooperating with the trustee board.: [644, 70, 842, 136]
- paragraph: In honor of Rev. and Mrs. A. B. Fisher of Washington, D. C., and Harold F. Johnson, the newly elected Y. M. C. A. secretary, Meadames George Wilson and Mrs. A. B. Minor, served as hostesses on Saturday evening at the home of the former, 145 John street. Those present were Rev. and Mrs. Vick, Mr. and Mrs. Clarence Anderson, Mr. and Mrs. James Smith, Mr. and Mrs. Jerry Gregory, Mr. and Mrs. Charles Perkins, Mr. and Mrs. William Bradley, Mr. and Mrs. McKinley Lockett, Mr. and Mrs. Howard Maxwood, Mr. and Mrs. Joseph Gordon, Mr. and Mrs. Sidney Taylor, Mr. and Mrs. S. Morse, Mr. and Mrs. Peter Pannell, Mr. and Mrs. Frank Wileman, Mr. and Mrs. Howard Henderson, Mr. and Mrs. Lawrence Gordon, Mr. and Mrs. Frank Van Zant, Mrs. Gladys Drumbo Wooten, Mr. and Mrs. Joseph Smith, the Misses Ruth Skillman and Hickes of Trenton, N. J., Misses Susie Minor, Celia Trower of Baltimore, Eliza G. Green, B. Vance, Daisy Gregory, Lillian Colvin, Vera Green and Mary Lewis.: [1063, 692, 1265, 1007]
- paragraph: Charles Branch of Church street, is slowly recovering from a serious operation of appendicitis.: [1488, 200, 1686, 239]
- ad-onsale: ON SALE AT: [1348, 1181, 1406, 1192]
- column-6: [1060, 41, 1269, 2178]
- nc-college-ad: [1486, 827, 1690, 1279]
- ad-line: FOR DESIGNING AND DRESSMAKING, Inc.: [1340, 1587, 1623, 1602]
- ad-line: Connected with the Institution are the St. Agnes Training School for Nurses and the Bishop Tuttle School for Church and Welfare Workers.: [1289, 1421, 1674, 1450]
- paragraph: As the vacation season ends, the church is settling down to its work for the fall and winter. Sister Diana Lemon, one of the faithful members of the church is sick in her home, 34 West 135th street.: [432, 275, 634, 341]
- directory-entry: ST. MARK'S METHODIST EPISCOPAL CHURCH, 138th St. and St. Nicholas Ave. Rev. John W. Robinson, D. D., pastor. Rev. Robert A. Bolden, asst. Sunday preaching 10:45 a. m., 7:45 p. m. Sunday School 2 p. m. Epworth League 6:30 p. m.: [432, 1054, 634, 1115]
- column-rule: [1058, 37, 1059, 2178]
- paragraph: Many selections were rendered which helped to make a very pleasant evening.: [1063, 1011, 1265, 1037]
- ad-line: Offers Excellent Opportunities to Young Men and Women to Secure an Excellent Literary and Professional Course, and a Course in Mechanical Industries, Women's Industries or Agriculture: [1295, 1900, 1668, 1992]
- directory-title-box: [431, 672, 848, 731]
- ad-description: A permanent record of current events and at the same time an encyclopaedia of historical and sociological facts.: [1286, 1120, 1468, 1155]
- article-headline: Mother Zion Church: [655, 194, 831, 217]
- ad-line: Tuskegee Institute, Alabama: [1381, 2051, 1582, 2069]
- paragraph: Rev. Wilfred Rankin filled the pulpit both morning and evening on Sunday. His subject of the morning hour was "Man's Greatness." With the dignity and eloquence of the scholar he discussed man's greatness from three angles, man as a thinker, as a moral being and as a creature endowed with immortality.: [852, 437, 1053, 528]
- ad-line: Standard College: [1519, 899, 1657, 919]
- tuskegee-ad: [1273, 1782, 1690, 2178]
- paragraph: Miss Hortense Minor, C. Garretson, Miss Gwendolyn Minor and George Lewis motored to Bridgeton to attend the funeral of Miss Minor's friend, Miss Anna Wright.: [1063, 324, 1265, 377]
- paragraph: One new member was added to the church during the day.: [218, 1067, 422, 1093]
- paragraph: Mr. and Mrs. Moseley, Mr. and Mrs. Graves and Howard Steward of Bridgeton, N. J. spent the weekend as guests of Mr. and Mrs. Harison Brinson of Leigh avenue.: [1063, 251, 1265, 304]
- directory-entry: BETHEL A. M. E. CHURCH, 52-60 W. 132nd St. Rev. HENRY A. SPEARMAN, D. D., pastor. Residence 60 W. 132nd St. Sunday services 11 a. m. and 8 p. m.; Sunday School 2:30 p. m.; A. C. E. League 6:30 p. m.; Live services at 8 p. m. A welcome to all.: [432, 1268, 634, 1340]
- directory-denomination: BROOKLYN: [710, 1103, 776, 1115]
- directory-entry: MEMORIAL A. M. E. ZION CHURCH, 21 Irving Place, Rev. R. E. OLDEN, pastor. Sun. service 11 a. m.; Sunday School, 12:45 p. m.; Y. C. E. 7 p. m.; preaching, 8 p. m.; Class meeting Tues. eve.: [432, 1577, 634, 1627]
- paragraph: Sister Mosely, a member of our church, was the speaker using as a text Matthew 26:10.: [1063, 41, 1265, 67]
- column-1: [9, 41, 213, 2178]
- paragraph: Mrs. Virginia Taylor is spending a month at Sea Girt.: [1063, 1217, 1265, 1244]
- article-headline: Rush Memorial Church: [853, 204, 1052, 227]
- paragraph: At 2 p. m., the Sunday school was opened by the assistance superintendent Miss Maggie Johnson.: [218, 702, 422, 742]
- paragraph: Mrs. Portia Jackson was called to her former home at Essex, Va., to the bedside of her mother.: [1063, 1174, 1265, 1213]
